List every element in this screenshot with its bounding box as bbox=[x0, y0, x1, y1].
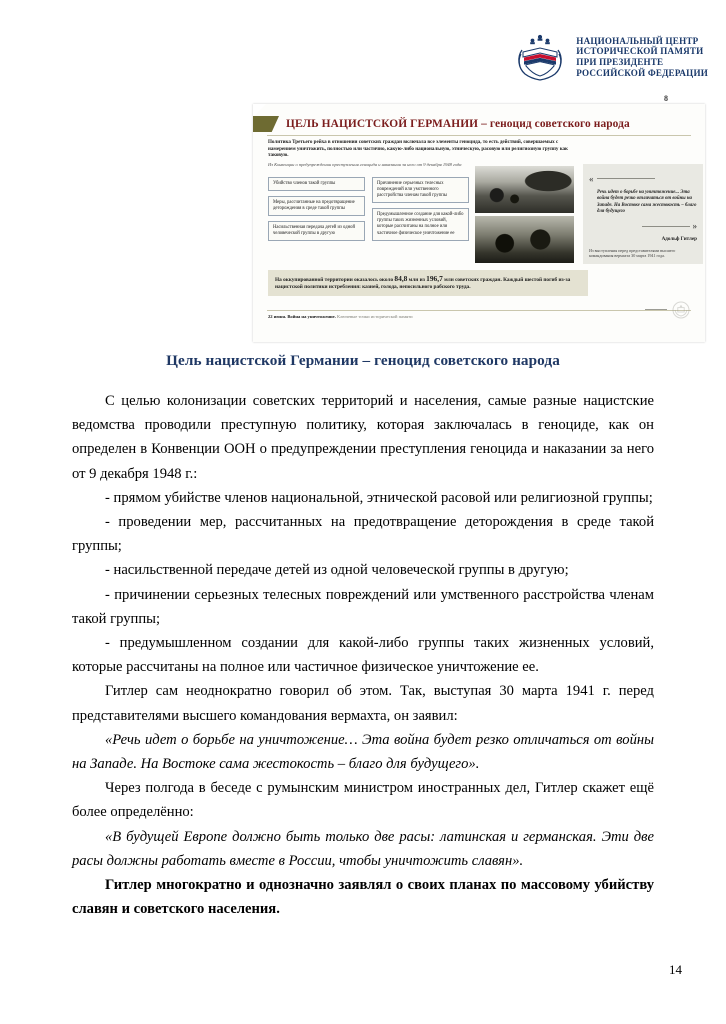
wartime-photo-civilians bbox=[475, 166, 574, 213]
slide-footer-title: 22 июня. Война на уничтожение. bbox=[268, 314, 336, 319]
article-paragraph: Через полгода в беседе с румынским министром иностранных дел, Гитлер скажет ещё более определённо: bbox=[72, 780, 654, 821]
slide-title-marker-icon bbox=[253, 116, 279, 132]
slide-fact-box: Предумышленное создание для какой-либо группы таких жизненных условий, которые рассчитаны на полное или частичное физическое уничтожение ее bbox=[372, 208, 469, 240]
article-paragraph: - насильственной передаче детей из одной человеческой группы в другую; bbox=[105, 562, 569, 579]
slide-fact-box: Меры, рассчитанные на предотвращение деторождения в среде такой группы bbox=[268, 196, 365, 216]
slide-footer-divider bbox=[267, 310, 691, 311]
article-quote-paragraph: «Речь идет о борьбе на уничтожение… Эта война будет резко отличаться от войны на Западе. На Востоке сама жестокость – благо для будущего». bbox=[72, 731, 654, 773]
slide-quote-box bbox=[583, 164, 703, 264]
russian-federation-emblem-icon bbox=[513, 30, 567, 84]
slide-footer bbox=[268, 314, 413, 319]
slide-lead-source: Из Конвенции о предупреждении преступления геноцида и наказании за него от 9 декабря 1948 года bbox=[268, 162, 462, 167]
article-body bbox=[72, 352, 654, 921]
organization-logo bbox=[513, 30, 708, 84]
slide-title-divider bbox=[267, 135, 691, 136]
slide-boxes-right-column bbox=[372, 177, 469, 241]
article-paragraph: - проведении мер, рассчитанных на предотвращение деторождения в среде такой группы; bbox=[72, 514, 654, 555]
article-paragraph: - предумышленном создании для какой-либо группы таких жизненных условий, которые рассчитаны на полное или частичное физическое уничтожение ее. bbox=[72, 635, 654, 676]
stat-text-3: млн советских граждан. Каждый шестой погиб из-за нацистской политики истребления: казней, голода, непосильного рабского труда. bbox=[275, 277, 571, 291]
slide-quote-source: Из выступления перед представителями высшего командования вермахта 30 марта 1941 года. bbox=[589, 248, 676, 259]
slide-footer-subtitle: Ключевые точки исторической памяти bbox=[335, 314, 413, 319]
slide-fact-box: Причинение серьезных телесных повреждений или умственного расстройства членам такой группы bbox=[372, 177, 469, 203]
org-line-2: ИСТОРИЧЕСКОЙ ПАМЯТИ bbox=[576, 46, 704, 57]
org-line-1: НАЦИОНАЛЬНЫЙ ЦЕНТР bbox=[576, 35, 699, 46]
quote-open-mark: « bbox=[589, 174, 594, 184]
slide-fact-box: Убийство членов такой группы bbox=[268, 177, 365, 191]
quote-close-mark: » bbox=[692, 221, 697, 232]
slide-quote-author: Адольф Гитлер bbox=[661, 236, 697, 243]
center-seal-icon bbox=[671, 300, 691, 320]
slide-title-rest: – геноцид советского народа bbox=[478, 118, 630, 130]
slide-quote-text: Речь идет о борьбе на уничтожение... Эта война будет резко отличаться от войны на Западе. На Востоке сама жестокость – благо для будущего bbox=[597, 190, 697, 214]
article-quote-paragraph: «В будущей Европе должно быть только две расы: латинская и германская. Эти две расы должны работать вместе в России, чтобы уничтожить славян». bbox=[72, 828, 654, 869]
slide-statistics-box bbox=[268, 270, 588, 296]
document-header bbox=[0, 30, 726, 94]
slide-fact-box: Насильственная передача детей из одной человеческой группы в другую bbox=[268, 221, 365, 241]
slide-photo-group bbox=[475, 166, 574, 263]
stat-number-total: 196,7 bbox=[426, 274, 443, 283]
slide-lead-text: Политика Третьего рейха в отношении советских граждан включала все элементы геноцида, то есть действий, совершаемых с намерением уничтожить, полностью или частично, какую-либо национальную, этническую, расовую или религиозную группу как таковую. bbox=[268, 139, 568, 159]
slide-boxes-left-column bbox=[268, 177, 365, 241]
stat-text-1: На оккупированной территории оказалось около bbox=[275, 277, 395, 283]
page-number: 14 bbox=[669, 962, 682, 977]
slide-emblem-rule bbox=[645, 309, 667, 310]
slide-title bbox=[286, 118, 630, 130]
wartime-photo-convoy bbox=[475, 216, 574, 263]
stat-text-2: млн из bbox=[407, 277, 427, 283]
article-paragraph: С целью колонизации советских территорий и населения, самые разные нацистские ведомства проводили преступную политику, которая заключалась в геноциде, как он определен в Конвенции ООН о предупреждении преступления геноцида и наказании за него от 9 декабря 1948 г.: bbox=[72, 393, 654, 482]
slide-title-row bbox=[253, 113, 705, 135]
organization-name bbox=[576, 36, 708, 78]
org-line-3: ПРИ ПРЕЗИДЕНТЕ bbox=[576, 57, 664, 67]
article-paragraph: Гитлер сам неоднократно говорил об этом. Так, выступая 30 марта 1941 г. перед представителями высшего командования вермахта, он заявил: bbox=[72, 683, 654, 724]
presentation-slide bbox=[253, 104, 705, 342]
slide-number: 8 bbox=[664, 94, 668, 103]
stat-number-occupied: 84,8 bbox=[394, 274, 408, 283]
org-line-4: РОССИЙСКОЙ ФЕДЕРАЦИИ bbox=[576, 67, 708, 78]
page-title: Цель нацистской Германии – геноцид советского народа bbox=[166, 352, 560, 369]
article-conclusion-paragraph: Гитлер многократно и однозначно заявлял о своих планах по массовому убийству славян и советского населения. bbox=[72, 877, 654, 918]
article-paragraph: - причинении серьезных телесных повреждений или умственного расстройства членам такой группы; bbox=[72, 586, 654, 627]
article-paragraph: - прямом убийстве членов национальной, этнической расовой или религиозной группы; bbox=[105, 489, 653, 506]
slide-title-main: ЦЕЛЬ НАЦИСТСКОЙ ГЕРМАНИИ bbox=[286, 118, 479, 130]
